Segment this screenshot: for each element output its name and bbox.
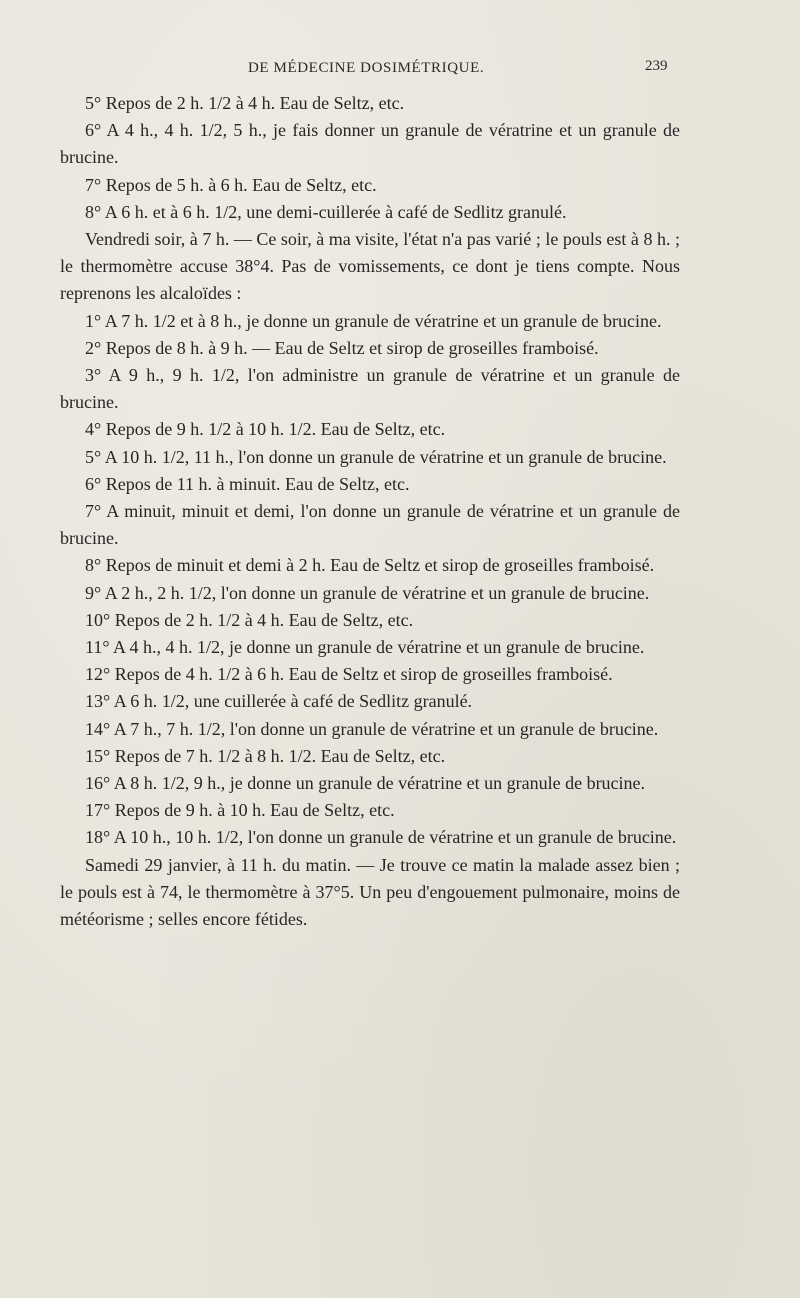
paragraph: 12° Repos de 4 h. 1/2 à 6 h. Eau de Seltz et sirop de groseilles framboisé.: [85, 664, 613, 685]
paragraph: 9° A 2 h., 2 h. 1/2, l'on donne un granule de vératrine et un granule de brucine.: [85, 582, 650, 603]
paragraph: 6° Repos de 11 h. à minuit. Eau de Seltz, etc.: [85, 473, 410, 494]
paragraph: 5° Repos de 2 h. 1/2 à 4 h. Eau de Seltz, etc.: [85, 93, 405, 113]
paragraph: Vendredi soir, à 7 h. — Ce soir, à ma visite, l'état n'a pas varié ; le pouls est à 8 h. ; le thermomètre accuse 38°4. Pas de vomissements, ce dont je tiens compte. Nous reprenons les alcaloïdes :: [60, 229, 680, 304]
paragraph: 11° A 4 h., 4 h. 1/2, je donne un granule de vératrine et un granule de brucine.: [85, 637, 645, 658]
paragraph: 7° Repos de 5 h. à 6 h. Eau de Seltz, etc.: [85, 174, 377, 195]
running-title: DE MÉDECINE DOSIMÉTRIQUE.: [248, 60, 485, 76]
paragraph: 8° Repos de minuit et demi à 2 h. Eau de Seltz et sirop de groseilles framboisé.: [85, 555, 655, 576]
paragraph: 7° A minuit, minuit et demi, l'on donne un granule de vératrine et un granule de brucine.: [60, 501, 680, 549]
paragraph: 5° A 10 h. 1/2, 11 h., l'on donne un granule de vératrine et un granule de brucine.: [85, 446, 667, 467]
paragraph: 8° A 6 h. et à 6 h. 1/2, une demi-cuillerée à café de Sedlitz granulé.: [85, 201, 567, 222]
page-number: 239: [645, 58, 668, 74]
paragraph: 17° Repos de 9 h. à 10 h. Eau de Seltz, etc.: [85, 800, 395, 821]
paragraph: 18° A 10 h., 10 h. 1/2, l'on donne un granule de vératrine et un granule de brucine.: [85, 827, 677, 848]
paragraph: 2° Repos de 8 h. à 9 h. — Eau de Seltz et sirop de groseilles framboisé.: [85, 337, 599, 358]
paragraph: 6° A 4 h., 4 h. 1/2, 5 h., je fais donner un granule de vératrine et un granule de brucine.: [60, 120, 680, 168]
paragraph: Samedi 29 janvier, à 11 h. du matin. — Je trouve ce matin la malade assez bien ; le pouls est à 74, le thermomètre à 37°5. Un peu d'engouement pulmonaire, moins de météorisme ; selles encore fétides.: [60, 854, 680, 930]
body-text: [60, 90, 680, 933]
paragraph: 16° A 8 h. 1/2, 9 h., je donne un granule de vératrine et un granule de brucine.: [85, 773, 646, 794]
paragraph: 3° A 9 h., 9 h. 1/2, l'on administre un granule de vératrine et un granule de brucine.: [60, 365, 680, 413]
paragraph: 13° A 6 h. 1/2, une cuillerée à café de Sedlitz granulé.: [85, 691, 473, 712]
paragraph: 10° Repos de 2 h. 1/2 à 4 h. Eau de Seltz, etc.: [85, 609, 414, 630]
paragraph: 1° A 7 h. 1/2 et à 8 h., je donne un granule de vératrine et un granule de brucine.: [85, 310, 662, 331]
paragraph: 4° Repos de 9 h. 1/2 à 10 h. 1/2. Eau de Seltz, etc.: [85, 419, 446, 440]
paragraph: 15° Repos de 7 h. 1/2 à 8 h. 1/2. Eau de Seltz, etc.: [85, 745, 446, 766]
paragraph: 14° A 7 h., 7 h. 1/2, l'on donne un granule de vératrine et un granule de brucine.: [85, 718, 659, 739]
